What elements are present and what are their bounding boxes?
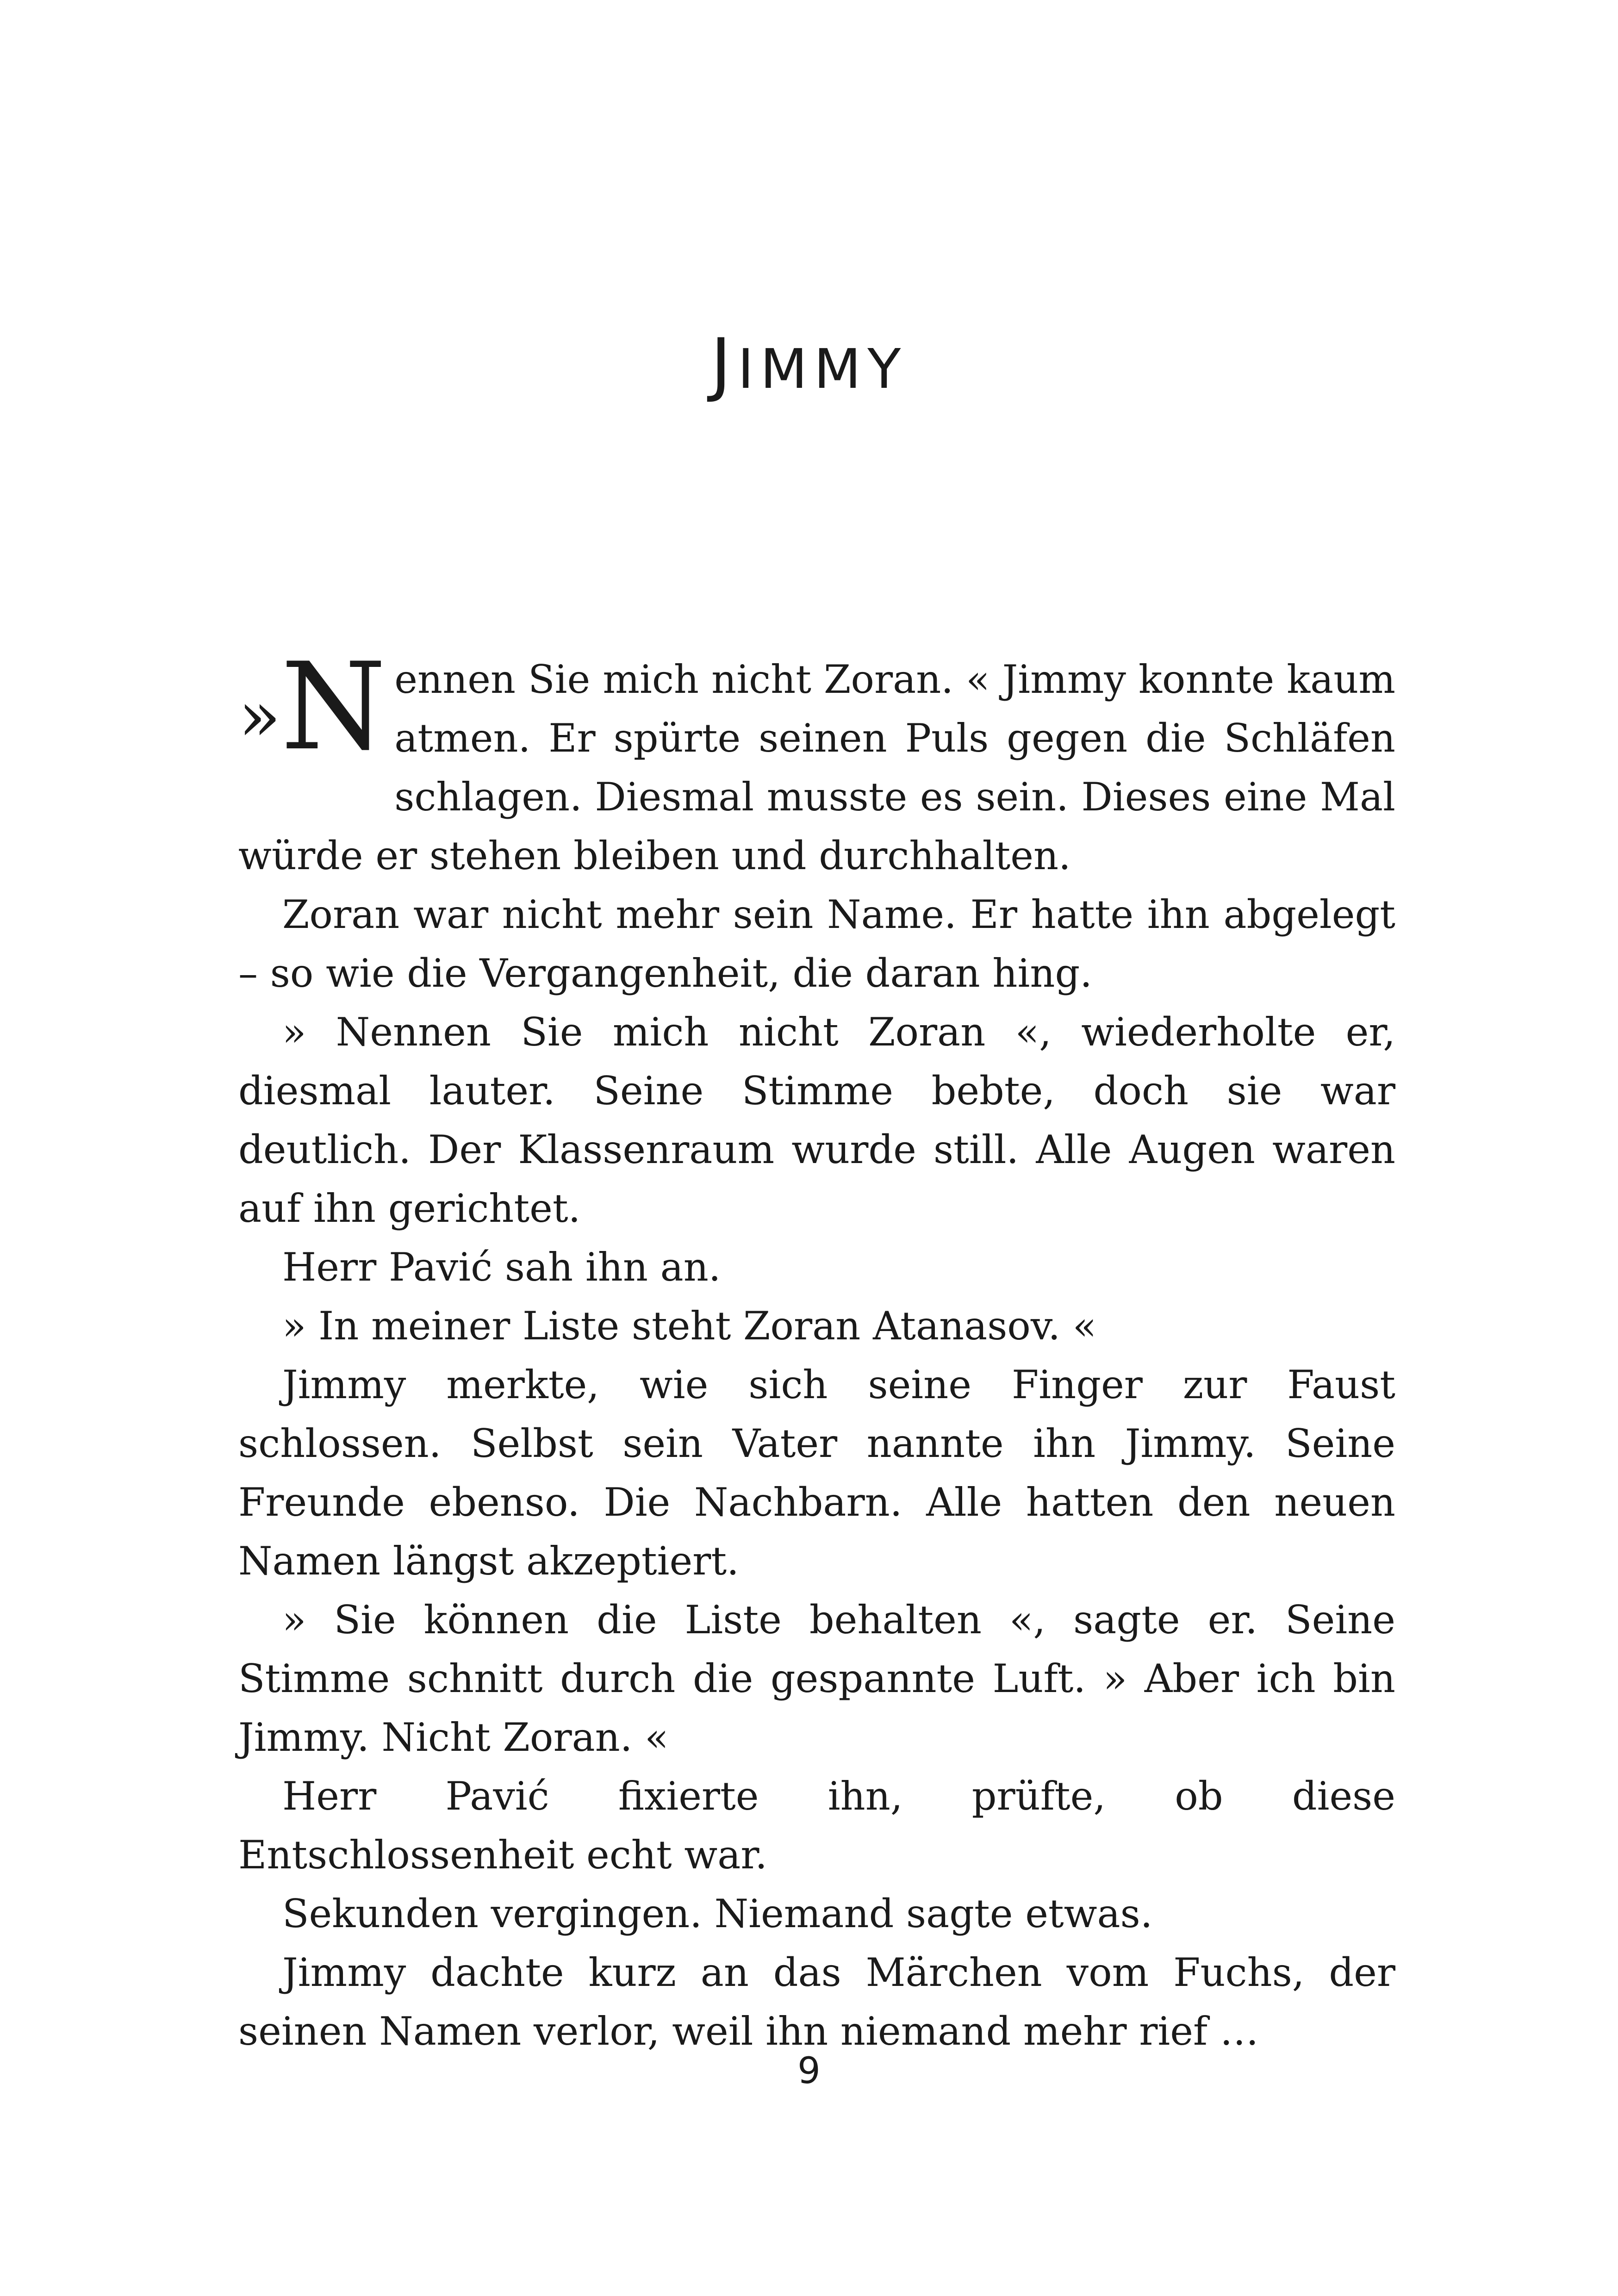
paragraph-1 [238,637,1395,885]
paragraph-6: Jimmy merkte, wie sich seine Finger zur Faust schlossen. Selbst sein Vater nannte ihn Jimmy. Seine Freunde ebenso. Die Nachbarn. Alle hatten den neuen Namen längst akzeptiert. [238,1362,1395,1584]
paragraph-7: » Sie können die Liste behalten «, sagte er. Seine Stimme schnitt durch die gespannte Luft. » Aber ich bin Jimmy. Nicht Zoran. « [238,1597,1395,1760]
paragraph-3: » Nennen Sie mich nicht Zoran «, wiederholte er, diesmal lauter. Seine Stimme bebte, doch sie war deutlich. Der Klassenraum wurde still. Alle Augen waren auf ihn gerichtet. [238,1009,1395,1231]
paragraph-text: ennen Sie mich nicht Zoran. « Jimmy konnte kaum atmen. Er spürte seinen Puls gegen die Schläfen schlagen. Diesmal musste es sein. Dieses eine Mal würde er stehen bleiben und durchhalten. [238,657,1395,878]
page-number: 9 [797,2050,821,2092]
paragraph-2: Zoran war nicht mehr sein Name. Er hatte ihn abgelegt – so wie die Vergangenheit, die daran hing. [238,892,1395,996]
paragraph-5: » In meiner Liste steht Zoran Atanasov. « [282,1303,1097,1349]
paragraph-10: Jimmy dachte kurz an das Märchen vom Fuchs, der seinen Namen verlor, weil ihn niemand mehr rief … [238,1950,1395,2054]
drop-cap [238,637,386,777]
chapter-body [238,637,1395,2061]
chapter-title [0,324,1618,404]
paragraph-4: Herr Pavić sah ihn an. [282,1244,721,1290]
chapter-title-rest: IMMY [737,337,908,401]
paragraph-9: Sekunden vergingen. Niemand sagte etwas. [282,1891,1153,1936]
drop-cap-letter: N [280,637,386,777]
drop-cap-quote: » [238,676,281,757]
paragraph-8: Herr Pavić fixierte ihn, prüfte, ob diese Entschlossenheit echt war. [238,1773,1395,1878]
chapter-title-initial: J [710,324,738,404]
